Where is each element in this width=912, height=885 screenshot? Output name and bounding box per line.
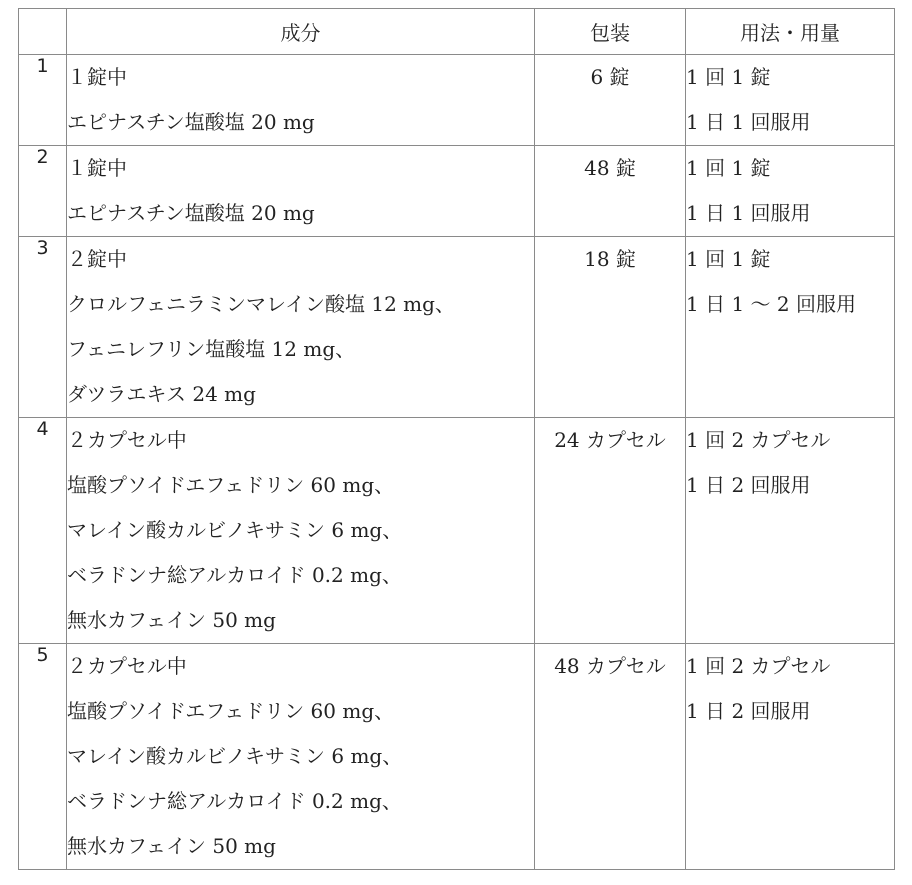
ingredients-cell	[67, 418, 535, 644]
header-usage: 用法・用量	[686, 9, 895, 55]
ingredient-line: 塩酸プソイドエフェドリン 60 mg、	[67, 473, 395, 497]
table-row	[19, 237, 895, 418]
ingredient-line: 無水カフェイン 50 mg	[67, 834, 276, 858]
ingredient-line: ダツラエキス 24 mg	[67, 382, 256, 406]
document-page	[18, 8, 895, 870]
usage-cell	[686, 418, 895, 644]
header-package: 包装	[535, 9, 686, 55]
package-cell	[535, 55, 686, 146]
ingredients-cell	[67, 146, 535, 237]
usage-line: 1 日 2 回服用	[686, 473, 811, 497]
package-text: 48 錠	[584, 156, 636, 180]
ingredients-cell	[67, 55, 535, 146]
usage-line: 1 回 2 カプセル	[686, 428, 831, 452]
usage-line: 1 回 1 錠	[686, 156, 771, 180]
ingredient-line: エピナスチン塩酸塩 20 mg	[67, 201, 315, 225]
header-ingredients: 成分	[67, 9, 535, 55]
table-row	[19, 146, 895, 237]
row-number: 2	[19, 146, 67, 237]
usage-line: 1 回 2 カプセル	[686, 654, 831, 678]
ingredient-line: マレイン酸カルビノキサミン 6 mg、	[67, 744, 403, 768]
ingredients-cell	[67, 237, 535, 418]
ingredient-line: フェニレフリン塩酸塩 12 mg、	[67, 337, 356, 361]
row-number: 5	[19, 644, 67, 870]
ingredient-line: エピナスチン塩酸塩 20 mg	[67, 110, 315, 134]
usage-line: 1 日 1 回服用	[686, 201, 811, 225]
ingredient-line: ２カプセル中	[67, 654, 187, 678]
usage-cell	[686, 237, 895, 418]
ingredient-line: ２錠中	[67, 247, 127, 271]
ingredient-line: ２カプセル中	[67, 428, 187, 452]
usage-line: 1 日 1 ～ 2 回服用	[686, 292, 856, 316]
table-row	[19, 418, 895, 644]
usage-cell	[686, 644, 895, 870]
package-cell	[535, 237, 686, 418]
ingredient-line: １錠中	[67, 65, 127, 89]
table-row	[19, 55, 895, 146]
usage-line: 1 日 2 回服用	[686, 699, 811, 723]
package-text: 18 錠	[584, 247, 636, 271]
package-cell	[535, 418, 686, 644]
package-text: 48 カプセル	[554, 654, 666, 678]
row-number: 3	[19, 237, 67, 418]
header-number	[19, 9, 67, 55]
package-cell	[535, 146, 686, 237]
ingredient-line: １錠中	[67, 156, 127, 180]
ingredient-line: マレイン酸カルビノキサミン 6 mg、	[67, 518, 403, 542]
ingredients-cell	[67, 644, 535, 870]
package-text: 24 カプセル	[554, 428, 666, 452]
row-number: 4	[19, 418, 67, 644]
package-text: 6 錠	[590, 65, 630, 89]
usage-line: 1 回 1 錠	[686, 247, 771, 271]
ingredient-line: 塩酸プソイドエフェドリン 60 mg、	[67, 699, 395, 723]
usage-line: 1 回 1 錠	[686, 65, 771, 89]
ingredient-line: クロルフェニラミンマレイン酸塩 12 mg、	[67, 292, 455, 316]
usage-cell	[686, 55, 895, 146]
drug-comparison-table	[18, 8, 895, 870]
table-header-row	[19, 9, 895, 55]
ingredient-line: ベラドンナ総アルカロイド 0.2 mg、	[67, 789, 402, 813]
ingredient-line: 無水カフェイン 50 mg	[67, 608, 276, 632]
ingredient-line: ベラドンナ総アルカロイド 0.2 mg、	[67, 563, 402, 587]
table-row	[19, 644, 895, 870]
usage-cell	[686, 146, 895, 237]
usage-line: 1 日 1 回服用	[686, 110, 811, 134]
row-number: 1	[19, 55, 67, 146]
package-cell	[535, 644, 686, 870]
